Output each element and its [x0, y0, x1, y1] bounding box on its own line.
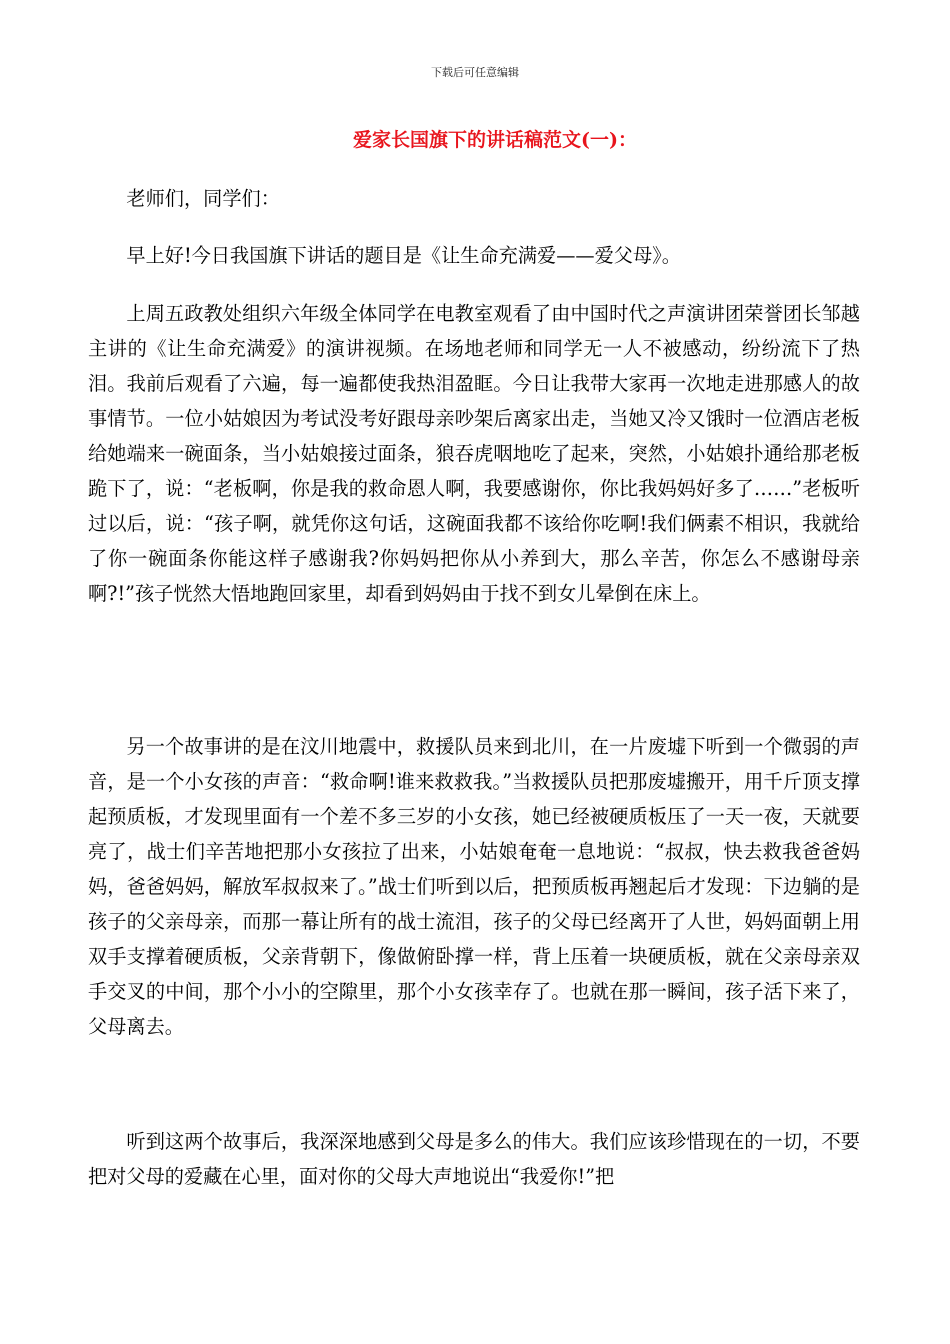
document-title: 爱家长国旗下的讲话稿范文(一)： — [353, 129, 637, 151]
header-note: 下载后可任意编辑 — [431, 66, 519, 79]
paragraph-story-two: 另一个故事讲的是在汶川地震中，救援队员来到北川，在一片废墟下听到一个微弱的声音，是一个小女孩的声音：“救命啊!谁来救救我。”当救援队员把那废墟搬开，用千斤顶支撑起预质板，才发现里面有一个差不多三岁的小女孩，她已经被硬质板压了一天一夜，天就要亮了，战士们辛苦地把那小女孩拉了出来，小姑娘奄奄一息地说：“叔叔，快去救我爸爸妈妈，爸爸妈妈，解放军叔叔来了。”战士们听到以后，把预质板再翘起后才发现：下边躺的是孩子的父亲母亲，而那一幕让所有的战士流泪，孩子的父母已经离开了人世，妈妈面朝上用双手支撑着硬质板，父亲背朝下，像做俯卧撑一样，背上压着一块硬质板，就在父亲母亲双手交叉的中间，那个小小的空隙里，那个小女孩幸存了。也就在那一瞬间，孩子活下来了，父母离去。 — [88, 735, 860, 1038]
paragraph-greeting: 老师们，同学们： — [126, 187, 280, 210]
paragraph-reflection: 听到这两个故事后，我深深地感到父母是多么的伟大。我们应该珍惜现在的一切，不要把对父母的爱藏在心里，面对你的父母大声地说出“我爱你!”把 — [88, 1130, 860, 1188]
paragraph-opening: 早上好!今日我国旗下讲话的题目是《让生命充满爱——爱父母》。 — [126, 244, 681, 267]
paragraph-story-one: 上周五政教处组织六年级全体同学在电教室观看了由中国时代之声演讲团荣誉团长邹越主讲的《让生命充满爱》的演讲视频。在场地老师和同学无一人不被感动，纷纷流下了热泪。我前后观看了六遍，每一遍都使我热泪盈眶。今日让我带大家再一次地走进那感人的故事情节。一位小姑娘因为考试没考好跟母亲吵架后离家出走，当她又冷又饿时一位酒店老板给她端来一碗面条，当小姑娘接过面条，狼吞虎咽地吃了起来，突然，小姑娘扑通给那老板跪下了，说：“老板啊，你是我的救命恩人啊，我要感谢你，你比我妈妈好多了……”老板听过以后，说：“孩子啊，就凭你这句话，这碗面我都不该给你吃啊!我们俩素不相识，我就给了你一碗面条你能这样子感谢我?你妈妈把你从小养到大，那么辛苦，你怎么不感谢母亲啊?!”孩子恍然大悟地跑回家里，却看到妈妈由于找不到女儿晕倒在床上。 — [88, 302, 860, 605]
